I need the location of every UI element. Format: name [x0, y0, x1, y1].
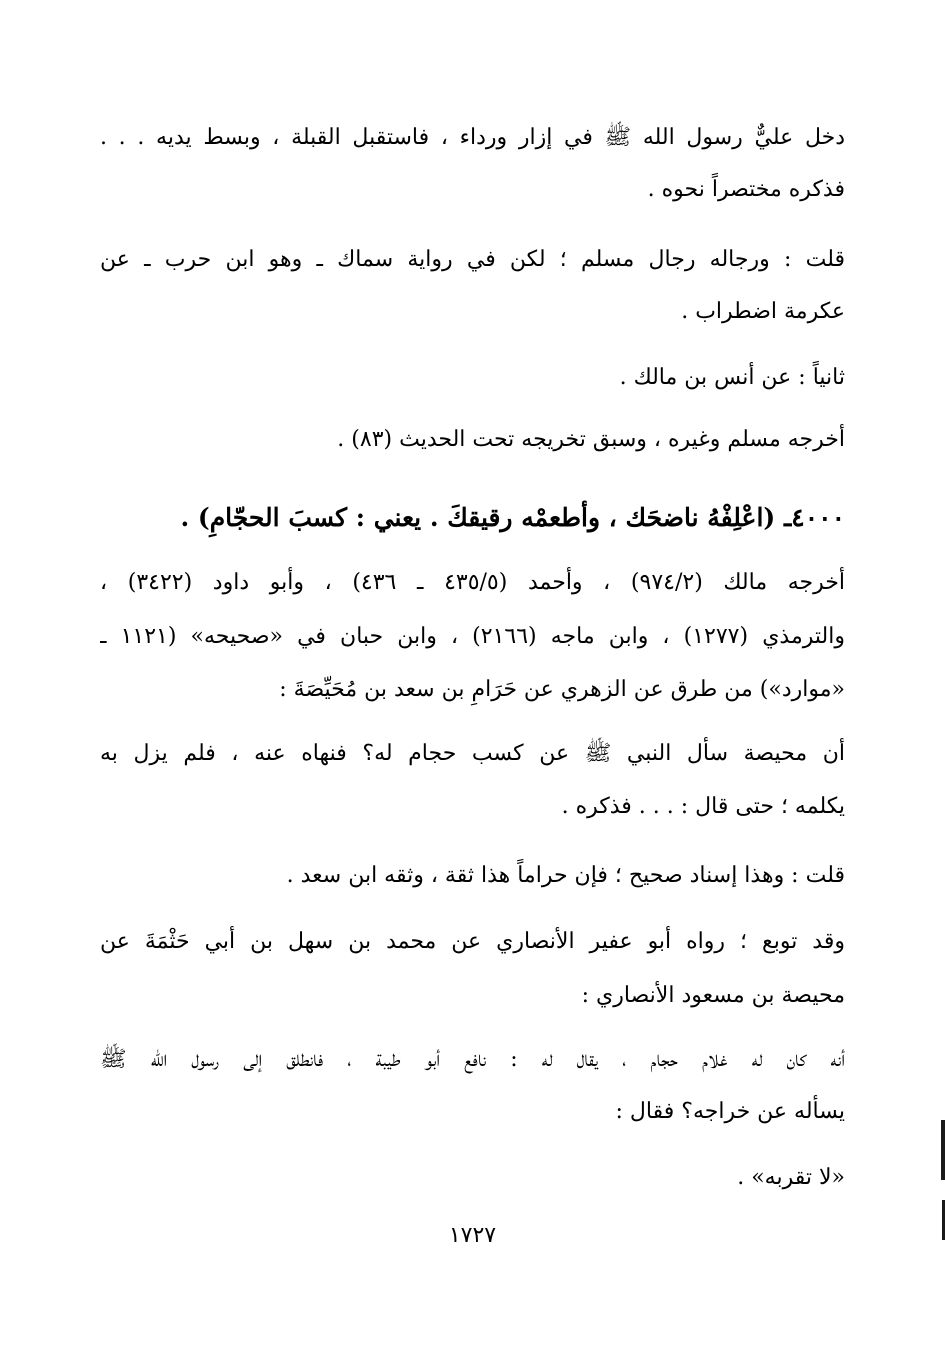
text-line: أخرجه مالك (٩٧٤/٢) ، وأحمد (٤٣٥/٥ ـ ٤٣٦) ، وأبو داود (٣٤٢٢) ،	[100, 570, 845, 595]
text-line: والترمذي (١٢٧٧) ، وابن ماجه (٢١٦٦) ، وابن حبان في «صحيحه» (١١٢١ ـ	[100, 624, 845, 649]
scan-edge-mark	[941, 1120, 945, 1180]
text-line: محيصة بن مسعود الأنصاري :	[581, 983, 845, 1008]
text-line: «لا تقربه» .	[737, 1165, 845, 1190]
text-line: دخل عليٌّ رسول الله ﷺ في إزار ورداء ، فاستقبل القبلة ، وبسط يديه . . .	[100, 125, 845, 150]
hadith-heading: ٤٠٠٠ـ (اعْلِفْهُ ناضحَك ، وأطعمْه رقيقكَ . يعني : كسبَ الحجّامِ) .	[180, 503, 845, 532]
text-line: أنه كان له غلام حجام ، يقال له : نافع أبو طيبة ، فانطلق إلى رسول الله ﷺ	[100, 1047, 845, 1072]
text-line: قلت : ورجاله رجال مسلم ؛ لكن في رواية سماك ـ وهو ابن حرب ـ عن	[100, 247, 845, 272]
text-line: «موارد») من طرق عن الزهري عن حَرَامِ بن سعد بن مُحَيِّصَةَ :	[279, 677, 845, 702]
text-line: عكرمة اضطراب .	[681, 299, 845, 324]
text-line: فذكره مختصراً نحوه .	[647, 177, 845, 202]
text-line: وقد توبع ؛ رواه أبو عفير الأنصاري عن محمد بن سهل بن أبي حَثْمَةَ عن	[100, 929, 845, 954]
text-line: ثانياً : عن أنس بن مالك .	[619, 365, 845, 390]
text-line: أن محيصة سأل النبي ﷺ عن كسب حجام له؟ فنهاه عنه ، فلم يزل به	[100, 741, 845, 766]
page-number: ١٧٢٧	[448, 1223, 497, 1248]
text-line: يكلمه ؛ حتى قال : . . . فذكره .	[561, 794, 845, 819]
text-line: أخرجه مسلم وغيره ، وسبق تخريجه تحت الحديث (٨٣) .	[337, 427, 845, 452]
text-line: يسأله عن خراجه؟ فقال :	[615, 1099, 845, 1124]
text-line: قلت : وهذا إسناد صحيح ؛ فإن حراماً هذا ثقة ، وثقه ابن سعد .	[286, 863, 845, 888]
